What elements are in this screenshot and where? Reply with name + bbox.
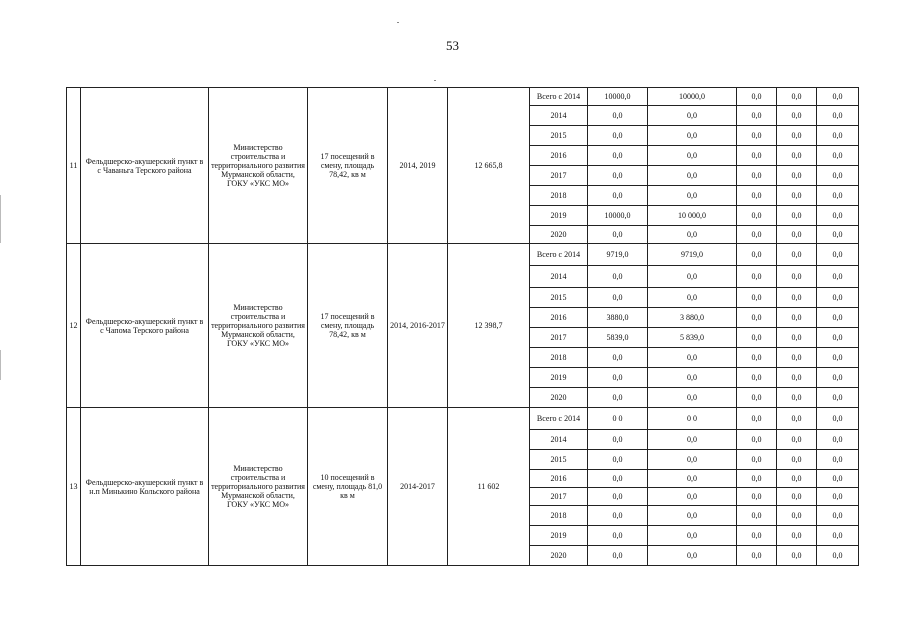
year-cell: 2016 <box>530 470 588 488</box>
other-funds-cell: 0,0 <box>817 226 859 244</box>
local-budget-cell: 0,0 <box>777 266 817 288</box>
total-cell: 5839,0 <box>588 328 648 348</box>
federal-budget-cell: 0,0 <box>737 244 777 266</box>
table-row <box>67 88 859 106</box>
other-funds-cell: 0,0 <box>817 430 859 450</box>
year-cell: 2018 <box>530 348 588 368</box>
total-cell: 0,0 <box>588 526 648 546</box>
year-cell: 2018 <box>530 186 588 206</box>
local-budget-cell: 0,0 <box>777 546 817 566</box>
construction-years: 2014-2017 <box>388 408 448 566</box>
capacity: 17 посещений в смену, площадь 78,42, кв м <box>308 88 388 244</box>
local-budget-cell: 0,0 <box>777 288 817 308</box>
federal-budget-cell: 0,0 <box>737 106 777 126</box>
program-table <box>66 87 859 566</box>
scan-speck <box>397 22 399 23</box>
federal-budget-cell: 0,0 <box>737 206 777 226</box>
total-cell: 0,0 <box>588 126 648 146</box>
regional-budget-cell: 0,0 <box>648 488 737 506</box>
federal-budget-cell: 0,0 <box>737 348 777 368</box>
local-budget-cell: 0,0 <box>777 146 817 166</box>
local-budget-cell: 0,0 <box>777 368 817 388</box>
local-budget-cell: 0,0 <box>777 348 817 368</box>
object-name: Фельдшерско-акушерский пункт в н.п Минькино Кольского района <box>81 408 209 566</box>
total-cell: 3880,0 <box>588 308 648 328</box>
other-funds-cell: 0,0 <box>817 408 859 430</box>
local-budget-cell: 0,0 <box>777 244 817 266</box>
scan-speck <box>434 80 436 81</box>
other-funds-cell: 0,0 <box>817 368 859 388</box>
federal-budget-cell: 0,0 <box>737 88 777 106</box>
total-cell: 0,0 <box>588 450 648 470</box>
local-budget-cell: 0,0 <box>777 408 817 430</box>
regional-budget-cell: 0,0 <box>648 146 737 166</box>
page-number: 53 <box>446 38 459 53</box>
local-budget-cell: 0,0 <box>777 470 817 488</box>
total-cell: 0,0 <box>588 388 648 408</box>
local-budget-cell: 0,0 <box>777 328 817 348</box>
local-budget-cell: 0,0 <box>777 450 817 470</box>
total-cell: 0,0 <box>588 166 648 186</box>
other-funds-cell: 0,0 <box>817 470 859 488</box>
scan-edge-mark <box>0 195 1 243</box>
regional-budget-cell: 3 880,0 <box>648 308 737 328</box>
federal-budget-cell: 0,0 <box>737 226 777 244</box>
federal-budget-cell: 0,0 <box>737 368 777 388</box>
other-funds-cell: 0,0 <box>817 288 859 308</box>
regional-budget-cell: 0,0 <box>648 450 737 470</box>
total-cell: 0,0 <box>588 186 648 206</box>
row-number: 11 <box>67 88 81 244</box>
local-budget-cell: 0,0 <box>777 106 817 126</box>
other-funds-cell: 0,0 <box>817 526 859 546</box>
regional-budget-cell: 0,0 <box>648 126 737 146</box>
federal-budget-cell: 0,0 <box>737 388 777 408</box>
local-budget-cell: 0,0 <box>777 206 817 226</box>
regional-budget-cell: 0 0 <box>648 408 737 430</box>
total-cell: 9719,0 <box>588 244 648 266</box>
capacity: 10 посещений в смену, площадь 81,0 кв м <box>308 408 388 566</box>
year-cell: 2018 <box>530 506 588 526</box>
total-cell: 0,0 <box>588 470 648 488</box>
other-funds-cell: 0,0 <box>817 166 859 186</box>
year-cell: 2014 <box>530 266 588 288</box>
other-funds-cell: 0,0 <box>817 348 859 368</box>
regional-budget-cell: 0,0 <box>648 546 737 566</box>
regional-budget-cell: 0,0 <box>648 166 737 186</box>
total-cell: 0,0 <box>588 266 648 288</box>
regional-budget-cell: 0,0 <box>648 368 737 388</box>
other-funds-cell: 0,0 <box>817 488 859 506</box>
year-cell: 2014 <box>530 430 588 450</box>
table-body <box>67 88 859 566</box>
federal-budget-cell: 0,0 <box>737 470 777 488</box>
year-cell: 2017 <box>530 328 588 348</box>
local-budget-cell: 0,0 <box>777 126 817 146</box>
federal-budget-cell: 0,0 <box>737 408 777 430</box>
regional-budget-cell: 0,0 <box>648 226 737 244</box>
regional-budget-cell: 0,0 <box>648 186 737 206</box>
total-cell: 0,0 <box>588 106 648 126</box>
other-funds-cell: 0,0 <box>817 450 859 470</box>
total-cell: 0,0 <box>588 348 648 368</box>
regional-budget-cell: 0,0 <box>648 348 737 368</box>
total-cell: 0,0 <box>588 506 648 526</box>
federal-budget-cell: 0,0 <box>737 546 777 566</box>
object-name: Фельдшерско-акушерский пункт в с Чапома Терского района <box>81 244 209 408</box>
year-cell: 2015 <box>530 126 588 146</box>
total-cell: 0,0 <box>588 288 648 308</box>
other-funds-cell: 0,0 <box>817 106 859 126</box>
estimated-cost: 12 665,8 <box>448 88 530 244</box>
local-budget-cell: 0,0 <box>777 430 817 450</box>
federal-budget-cell: 0,0 <box>737 450 777 470</box>
regional-budget-cell: 10 000,0 <box>648 206 737 226</box>
year-cell: 2020 <box>530 388 588 408</box>
local-budget-cell: 0,0 <box>777 506 817 526</box>
regional-budget-cell: 0,0 <box>648 288 737 308</box>
local-budget-cell: 0,0 <box>777 308 817 328</box>
federal-budget-cell: 0,0 <box>737 430 777 450</box>
regional-budget-cell: 0,0 <box>648 470 737 488</box>
year-cell: Всего с 2014 <box>530 408 588 430</box>
customer: Министерство строительства и территориального развития Мурманской области, ГОКУ «УКС МО» <box>209 88 308 244</box>
regional-budget-cell: 0,0 <box>648 526 737 546</box>
federal-budget-cell: 0,0 <box>737 146 777 166</box>
table-row <box>67 244 859 266</box>
other-funds-cell: 0,0 <box>817 186 859 206</box>
year-cell: 2015 <box>530 288 588 308</box>
year-cell: 2020 <box>530 226 588 244</box>
total-cell: 0,0 <box>588 368 648 388</box>
other-funds-cell: 0,0 <box>817 88 859 106</box>
federal-budget-cell: 0,0 <box>737 526 777 546</box>
total-cell: 10000,0 <box>588 206 648 226</box>
total-cell: 0,0 <box>588 546 648 566</box>
local-budget-cell: 0,0 <box>777 166 817 186</box>
year-cell: 2017 <box>530 488 588 506</box>
row-number: 13 <box>67 408 81 566</box>
local-budget-cell: 0,0 <box>777 526 817 546</box>
year-cell: Всего с 2014 <box>530 244 588 266</box>
total-cell: 0,0 <box>588 488 648 506</box>
other-funds-cell: 0,0 <box>817 126 859 146</box>
federal-budget-cell: 0,0 <box>737 308 777 328</box>
regional-budget-cell: 0,0 <box>648 430 737 450</box>
year-cell: 2015 <box>530 450 588 470</box>
customer: Министерство строительства и территориального развития Мурманской области, ГОКУ «УКС МО» <box>209 408 308 566</box>
federal-budget-cell: 0,0 <box>737 506 777 526</box>
other-funds-cell: 0,0 <box>817 308 859 328</box>
regional-budget-cell: 10000,0 <box>648 88 737 106</box>
federal-budget-cell: 0,0 <box>737 288 777 308</box>
local-budget-cell: 0,0 <box>777 186 817 206</box>
other-funds-cell: 0,0 <box>817 266 859 288</box>
regional-budget-cell: 0,0 <box>648 106 737 126</box>
regional-budget-cell: 9719,0 <box>648 244 737 266</box>
object-name: Фельдшерско-акушерский пункт в с Чаваньга Терского района <box>81 88 209 244</box>
customer: Министерство строительства и территориального развития Мурманской области, ГОКУ «УКС МО» <box>209 244 308 408</box>
federal-budget-cell: 0,0 <box>737 488 777 506</box>
year-cell: 2014 <box>530 106 588 126</box>
year-cell: 2019 <box>530 368 588 388</box>
federal-budget-cell: 0,0 <box>737 186 777 206</box>
regional-budget-cell: 0,0 <box>648 266 737 288</box>
other-funds-cell: 0,0 <box>817 146 859 166</box>
year-cell: 2020 <box>530 546 588 566</box>
year-cell: 2019 <box>530 206 588 226</box>
local-budget-cell: 0,0 <box>777 226 817 244</box>
year-cell: 2019 <box>530 526 588 546</box>
federal-budget-cell: 0,0 <box>737 328 777 348</box>
federal-budget-cell: 0,0 <box>737 126 777 146</box>
estimated-cost: 12 398,7 <box>448 244 530 408</box>
other-funds-cell: 0,0 <box>817 328 859 348</box>
local-budget-cell: 0,0 <box>777 488 817 506</box>
capacity: 17 посещений в смену, площадь 78,42, кв м <box>308 244 388 408</box>
other-funds-cell: 0,0 <box>817 546 859 566</box>
year-cell: 2016 <box>530 146 588 166</box>
table-row <box>67 408 859 430</box>
year-cell: 2016 <box>530 308 588 328</box>
regional-budget-cell: 5 839,0 <box>648 328 737 348</box>
total-cell: 0,0 <box>588 226 648 244</box>
federal-budget-cell: 0,0 <box>737 266 777 288</box>
total-cell: 0,0 <box>588 146 648 166</box>
other-funds-cell: 0,0 <box>817 388 859 408</box>
construction-years: 2014, 2016-2017 <box>388 244 448 408</box>
other-funds-cell: 0,0 <box>817 506 859 526</box>
local-budget-cell: 0,0 <box>777 388 817 408</box>
year-cell: 2017 <box>530 166 588 186</box>
total-cell: 0,0 <box>588 430 648 450</box>
local-budget-cell: 0,0 <box>777 88 817 106</box>
construction-years: 2014, 2019 <box>388 88 448 244</box>
other-funds-cell: 0,0 <box>817 206 859 226</box>
total-cell: 10000,0 <box>588 88 648 106</box>
total-cell: 0 0 <box>588 408 648 430</box>
regional-budget-cell: 0,0 <box>648 388 737 408</box>
row-number: 12 <box>67 244 81 408</box>
regional-budget-cell: 0,0 <box>648 506 737 526</box>
federal-budget-cell: 0,0 <box>737 166 777 186</box>
estimated-cost: 11 602 <box>448 408 530 566</box>
scan-edge-mark <box>0 350 1 380</box>
other-funds-cell: 0,0 <box>817 244 859 266</box>
year-cell: Всего с 2014 <box>530 88 588 106</box>
